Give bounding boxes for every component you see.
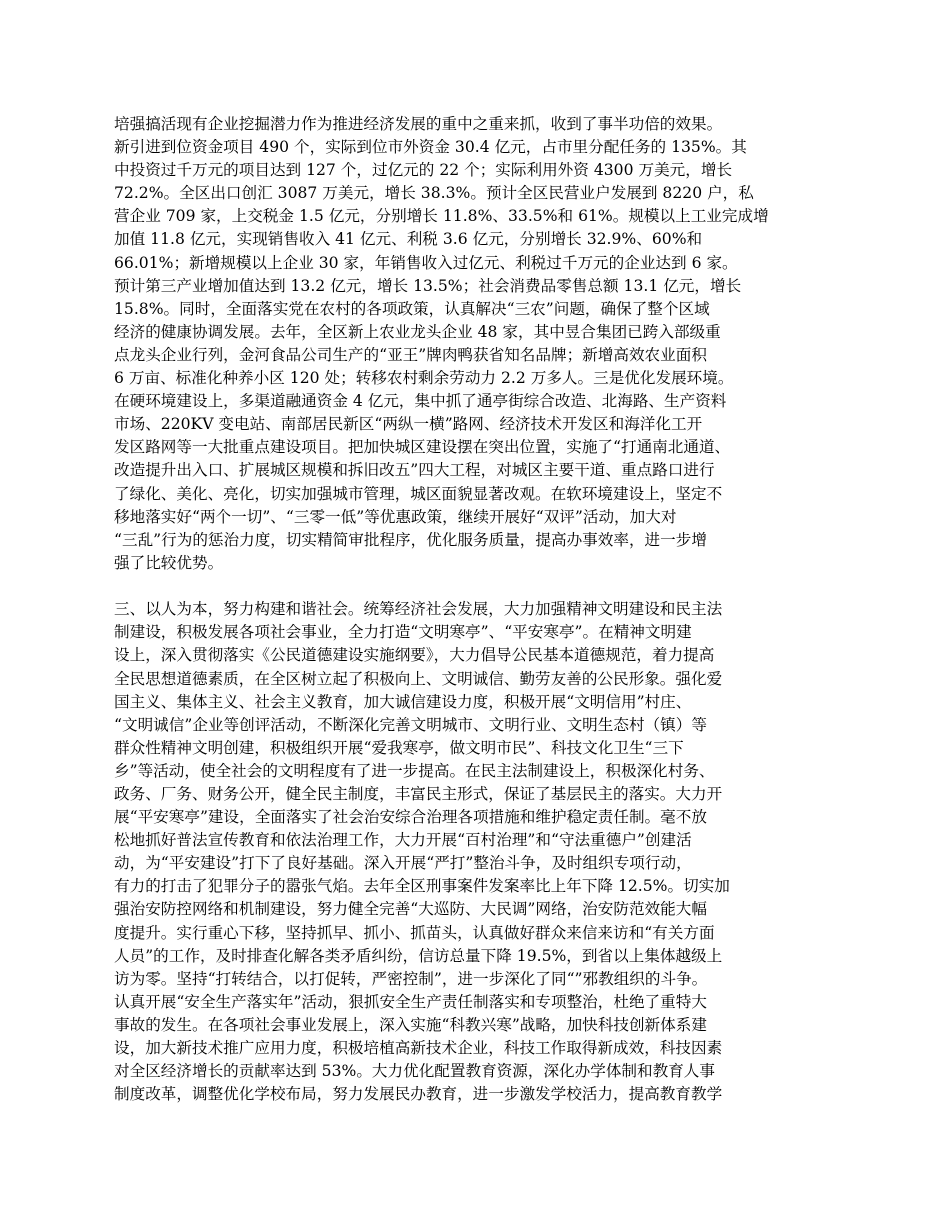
text-line: 中投资过千万元的项目达到 127 个，过亿元的 22 个；实际利用外资 4300 万美元，增长 <box>114 161 733 180</box>
paragraph-harmonious-society <box>114 598 839 1106</box>
text-line: 松地抓好普法宣传教育和依法治理工作，大力开展“百村治理”和“守法重德户”创建活 <box>114 831 692 850</box>
text-line: 经济的健康协调发展。去年，全区新上农业龙头企业 48 家，其中昱合集团已跨入部级重 <box>114 322 721 341</box>
text-line: 6 万亩、标准化种养小区 120 处；转移农村剩余劳动力 2.2 万多人。三是优化发展环境。 <box>114 369 734 388</box>
text-line: 全民思想道德素质，在全区树立起了积极向上、文明诚信、勤劳友善的公民形象。强化爱 <box>114 669 723 688</box>
paragraph-spacer <box>114 575 839 598</box>
text-line: 点龙头企业行列，金河食品公司生产的“亚王”牌肉鸭获省知名品牌；新增高效农业面积 <box>114 345 707 364</box>
text-line: 市场、220KV 变电站、南部居民新区“两纵一横”路网、经济技术开发区和海洋化工开 <box>114 415 703 434</box>
text-line: 新引进到位资金项目 490 个，实际到位市外资金 30.4 亿元，占市里分配任务的 135%。其 <box>114 138 747 157</box>
text-line: 群众性精神文明创建，积极组织开展“爱我寒亭，做文明市民”、科技文化卫生“三下 <box>114 738 684 757</box>
paragraph-economy <box>114 113 839 575</box>
text-line: 强了比较优势。 <box>114 553 224 572</box>
text-line: 设，加大新技术推广应用力度，积极培植高新技术企业，科技工作取得新成效，科技因素 <box>114 1039 723 1058</box>
text-line: 加值 11.8 亿元，实现销售收入 41 亿元、利税 3.6 亿元，分别增长 32.9%、60%和 <box>114 230 703 249</box>
text-line: 制度改革，调整优化学校布局，努力发展民办教育，进一步激发学校活力，提高教育教学 <box>114 1085 723 1104</box>
text-line: 72.2%。全区出口创汇 3087 万美元，增长 38.3%。预计全区民营业户发展到 8220 户，私 <box>114 184 754 203</box>
text-line: 移地落实好“两个一切”、“三零一低”等优惠政策，继续开展好“双评”活动，加大对 <box>114 507 677 526</box>
text-line: 在硬环境建设上，多渠道融通资金 4 亿元，集中抓了通亭街综合改造、北海路、生产资料 <box>114 392 727 411</box>
text-line: 设上，深入贯彻落实《公民道德建设实施纲要》，大力倡导公民基本道德规范，着力提高 <box>114 646 715 665</box>
text-line: 动，为“平安建设”打下了良好基础。深入开展“严打”整治斗争，及时组织专项行动， <box>114 854 692 873</box>
document-body <box>114 113 839 1106</box>
text-line: 营企业 709 家，上交税金 1.5 亿元，分别增长 11.8%、33.5%和 61%。规模以上工业完成增 <box>114 207 769 226</box>
text-line: 访为零。坚持“打转结合，以打促转，严密控制”，进一步深化了同“”邪教组织的斗争。 <box>114 969 708 988</box>
text-line: 乡”等活动，使全社会的文明程度有了进一步提高。在民主法制建设上，积极深化村务、 <box>114 761 715 780</box>
text-line: 66.01%；新增规模以上企业 30 家，年销售收入过亿元、利税过千万元的企业达到 6 家。 <box>114 253 738 272</box>
text-line: 对全区经济增长的贡献率达到 53%。大力优化配置教育资源，深化办学体制和教育人事 <box>114 1062 715 1081</box>
text-line: 制建设，积极发展各项社会事业，全力打造“文明寒亭”、“平安寒亭”。在精神文明建 <box>114 623 692 642</box>
text-line: 培强搞活现有企业挖掘潜力作为推进经济发展的重中之重来抓，收到了事半功倍的效果。 <box>114 115 723 133</box>
text-line: 展“平安寒亭”建设，全面落实了社会治安综合治理各项措施和维护稳定责任制。毫不放 <box>114 808 707 827</box>
text-line: 预计第三产业增加值达到 13.2 亿元，增长 13.5%；社会消费品零售总额 13.1 亿元，增长 <box>114 276 742 295</box>
text-line: 有力的打击了犯罪分子的嚣张气焰。去年全区刑事案件发案率比上年下降 12.5%。切实加 <box>114 877 730 896</box>
text-line: 人员”的工作，及时排查化解各类矛盾纠纷，信访总量下降 19.5%，到省以上集体越级上 <box>114 946 723 965</box>
text-line: 度提升。实行重心下移，坚持抓早、抓小、抓苗头，认真做好群众来信来访和“有关方面 <box>114 923 715 942</box>
text-line: 政务、厂务、财务公开，健全民主制度，丰富民主形式，保证了基层民主的落实。大力开 <box>114 785 723 804</box>
text-line: 国主义、集体主义、社会主义教育，加大诚信建设力度，积极开展“文明信用”村庄、 <box>114 692 692 711</box>
text-line: 了绿化、美化、亮化，切实加强城市管理，城区面貌显著改观。在软环境建设上，坚定不 <box>114 484 723 503</box>
text-line: 15.8%。同时，全面落实党在农村的各项政策，认真解决“三农”问题，确保了整个区域 <box>114 299 710 318</box>
text-line: “三乱”行为的惩治力度，切实精简审批程序，优化服务质量，提高办事效率，进一步增 <box>114 530 707 549</box>
text-line: 改造提升出入口、扩展城区规模和拆旧改五”四大工程，对城区主要干道、重点路口进行 <box>114 461 715 480</box>
text-line: 三、以人为本，努力构建和谐社会。统筹经济社会发展，大力加强精神文明建设和民主法 <box>114 600 723 619</box>
text-line: 强治安防控网络和机制建设，努力健全完善“大巡防、大民调”网络，治安防范效能大幅 <box>114 900 707 919</box>
text-line: 认真开展“安全生产落实年”活动，狠抓安全生产责任制落实和专项整治，杜绝了重特大 <box>114 992 707 1011</box>
text-line: 事故的发生。在各项社会事业发展上，深入实施“科教兴寒”战略，加快科技创新体系建 <box>114 1015 707 1034</box>
text-line: “文明诚信”企业等创评活动，不断深化完善文明城市、文明行业、文明生态村（镇）等 <box>114 715 707 734</box>
text-line: 发区路网等一大批重点建设项目。把加快城区建设摆在突出位置，实施了“打通南北通道、 <box>114 438 731 457</box>
